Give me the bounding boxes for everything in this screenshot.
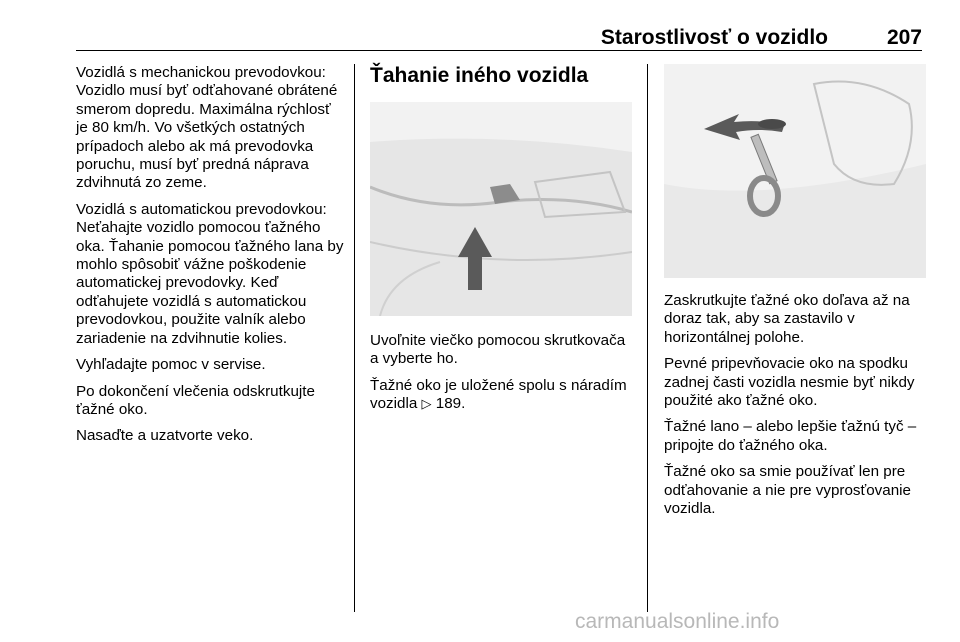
header-title: Starostlivosť o vozidlo [600, 26, 828, 49]
page-number: 207 [886, 26, 922, 49]
column-3-text [664, 292, 926, 526]
column-divider-1 [354, 64, 355, 612]
paragraph: Uvoľnite viečko pomocou skrutkovača a vyberte ho. [370, 332, 626, 368]
paragraph-with-ref [370, 377, 635, 414]
paragraph: Vozidlá s automatickou prevodovkou: Neťahajte vozidlo pomocou ťažného oka. Ťahanie pomocou ťažného lana by mohlo spôsobiť vážne poškodenie automatickej prevodovky. Keď odťahujete vozidlá s automatickou prevodovkou, použite valník alebo zariadenie na zdvihnutie kolies. [76, 200, 344, 347]
section-heading: Ťahanie iného vozidla [370, 64, 589, 87]
paragraph: Ťažné oko sa smie používať len pre odťahovanie a nie pre vyprosťovanie vozidla. [664, 463, 911, 518]
bumper-cover-drawing [370, 102, 632, 316]
paragraph: Vyhľadajte pomoc v servise. [76, 356, 266, 374]
paragraph: Ťažné lano – alebo lepšie ťažnú tyč – pripojte do ťažného oka. [664, 418, 917, 454]
paragraph: Vozidlá s mechanickou prevodovkou: Vozidlo musí byť odťahované obrátené smerom dopredu. Maximálna rýchlosť je 80 km/h. Vo všetkých ostatných prípadoch alebo ak má prevodovka poruchu, musí byť predná náprava zdvihnutá zo zeme. [76, 64, 338, 192]
column-divider-2 [647, 64, 648, 612]
header-divider [76, 50, 922, 51]
watermark-text: carmanualsonline.info [575, 610, 780, 633]
ref-text: Ťažné oko je uložené spolu s náradím vozidla [370, 376, 627, 413]
paragraph: Po dokončení vlečenia odskrutkujte ťažné oko. [76, 382, 315, 418]
paragraph: Nasaďte a uzatvorte veko. [76, 427, 254, 445]
towing-eye-illustration [664, 64, 926, 278]
page-ref-icon: ▷ [421, 396, 432, 412]
column-1 [76, 64, 346, 454]
ref-page: 189. [435, 395, 466, 413]
paragraph: Pevné pripevňovacie oko na spodku zadnej časti vozidla nesmie byť nikdy použité ako ťažné oko. [664, 355, 915, 410]
paragraph: Zaskrutkujte ťažné oko doľava až na doraz tak, aby sa zastavilo v horizontálnej polohe. [664, 292, 910, 346]
towing-eye-drawing [664, 64, 926, 278]
column-2 [370, 64, 635, 414]
bumper-cover-illustration [370, 102, 632, 316]
